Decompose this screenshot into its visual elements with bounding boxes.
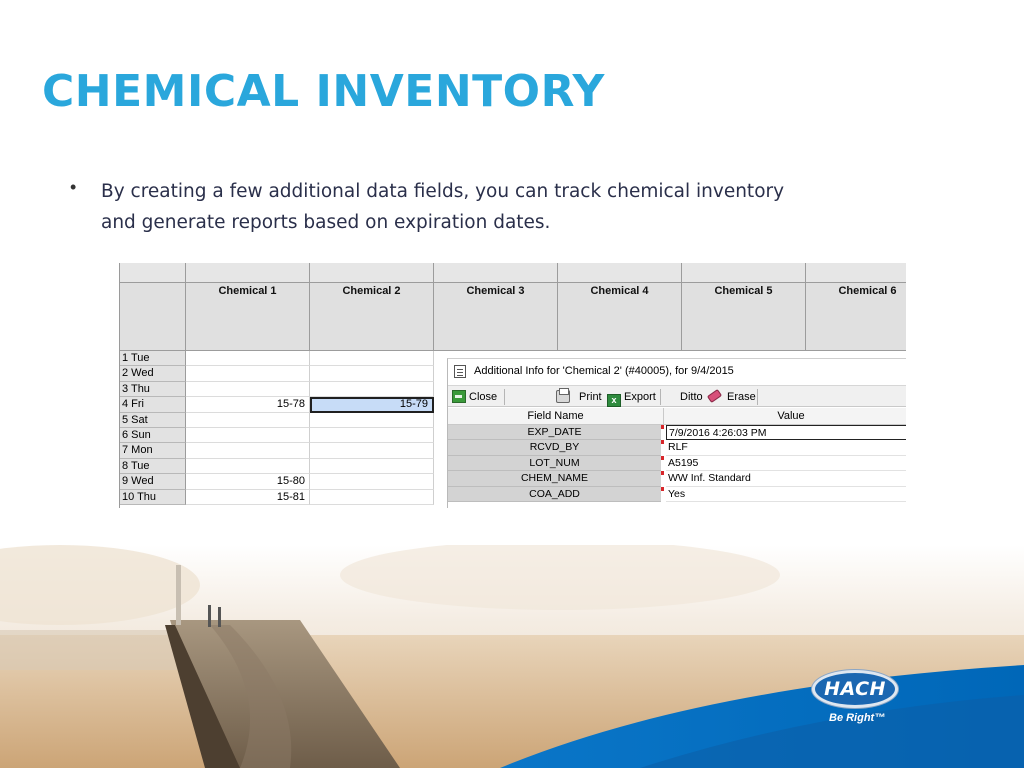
field-marker (661, 425, 664, 429)
grid-cell[interactable] (310, 443, 434, 458)
table-row (448, 440, 906, 455)
table-row (448, 425, 906, 440)
grid-cell[interactable] (186, 413, 310, 428)
field-table-header (448, 408, 906, 425)
row-label[interactable]: 4 Fri (120, 397, 186, 412)
toolbar-separator (757, 389, 758, 405)
field-marker (661, 471, 664, 475)
table-row (448, 487, 906, 502)
row-label[interactable]: 3 Thu (120, 382, 186, 397)
row-label[interactable]: 9 Wed (120, 474, 186, 489)
hach-logo (812, 670, 898, 708)
form-icon (454, 365, 466, 378)
field-value[interactable]: A5195 (666, 456, 906, 471)
top-cell (186, 263, 310, 283)
eraser-icon (707, 389, 722, 403)
bullet-list (70, 176, 790, 238)
top-cell (558, 263, 682, 283)
brand-tagline: Be Right™ (829, 712, 886, 724)
printer-icon (556, 390, 570, 403)
column-header[interactable]: Chemical 1 (186, 283, 310, 351)
grid-cell[interactable] (310, 413, 434, 428)
dialog-title-bar[interactable] (448, 359, 906, 385)
field-value[interactable]: Yes (666, 487, 906, 502)
grid-cell[interactable]: 15-81 (186, 490, 310, 505)
row-label[interactable]: 6 Sun (120, 428, 186, 443)
field-marker (661, 440, 664, 444)
logo-text: HACH (824, 678, 886, 700)
top-cell (682, 263, 806, 283)
corner-cell (120, 263, 186, 283)
top-cell (806, 263, 906, 283)
top-cell (310, 263, 434, 283)
grid-cell[interactable] (186, 428, 310, 443)
toolbar-separator (660, 389, 661, 405)
export-button[interactable] (607, 388, 656, 406)
column-header[interactable]: Chemical 6 (806, 283, 906, 351)
grid-cell[interactable] (186, 366, 310, 381)
close-button[interactable] (452, 388, 497, 406)
grid-cell[interactable] (310, 366, 434, 381)
column-header-row (120, 283, 906, 351)
grid-cell[interactable] (310, 351, 434, 366)
table-row (448, 471, 906, 486)
row-label[interactable]: 2 Wed (120, 366, 186, 381)
row-label[interactable]: 7 Mon (120, 443, 186, 458)
field-marker (661, 456, 664, 460)
grid-cell[interactable] (186, 382, 310, 397)
close-label: Close (469, 391, 498, 403)
grid-cell[interactable] (310, 490, 434, 505)
toolbar-separator (504, 389, 505, 405)
field-value[interactable]: RLF (666, 440, 906, 455)
field-name: CHEM_NAME (448, 471, 661, 486)
field-name: EXP_DATE (448, 425, 661, 440)
grid-cell[interactable] (186, 443, 310, 458)
column-header[interactable]: Chemical 5 (682, 283, 806, 351)
selected-grid-cell[interactable]: 15-79 (310, 397, 434, 412)
field-marker (661, 487, 664, 491)
column-header[interactable]: Chemical 3 (434, 283, 558, 351)
column-header[interactable]: Chemical 4 (558, 283, 682, 351)
dialog-title: Additional Info for 'Chemical 2' (#40005), for 9/4/2015 (474, 365, 734, 377)
print-label: Print (579, 391, 602, 403)
spreadsheet-screenshot (119, 263, 906, 508)
erase-button[interactable] (708, 388, 756, 406)
print-button[interactable] (556, 388, 602, 406)
value-header[interactable]: Value (777, 410, 805, 422)
row-label[interactable]: 5 Sat (120, 413, 186, 428)
boardwalk-background-image (0, 545, 1024, 768)
table-row (448, 456, 906, 471)
grid-cell[interactable] (310, 428, 434, 443)
grid-cell[interactable] (186, 459, 310, 474)
row-label[interactable]: 1 Tue (120, 351, 186, 366)
row-label[interactable]: 8 Tue (120, 459, 186, 474)
field-value-input[interactable]: 7/9/2016 4:26:03 PM (666, 425, 906, 440)
field-value[interactable]: WW Inf. Standard (666, 471, 906, 486)
bullet-dot: • (70, 177, 77, 197)
close-icon (452, 390, 466, 403)
slide-title: CHEMICAL INVENTORY (42, 66, 605, 117)
export-label: Export (624, 391, 656, 403)
bullet-text: By creating a few additional data fields, you can track chemical inventory and generate reports based on expiration dates. (101, 181, 785, 233)
field-name: RCVD_BY (448, 440, 661, 455)
grid-cell[interactable] (310, 459, 434, 474)
field-name: COA_ADD (448, 487, 661, 502)
excel-export-icon: x (607, 394, 621, 407)
row-label[interactable]: 10 Thu (120, 490, 186, 505)
ditto-button[interactable]: Ditto (680, 391, 703, 403)
grid-top-bar (120, 263, 906, 283)
grid-cell[interactable] (310, 474, 434, 489)
erase-label: Erase (727, 391, 756, 403)
grid-cell[interactable] (186, 351, 310, 366)
field-table (448, 408, 906, 502)
grid-cell[interactable]: 15-78 (186, 397, 310, 412)
grid-cell[interactable] (310, 382, 434, 397)
field-name-header[interactable]: Field Name (448, 408, 664, 425)
additional-info-dialog (447, 358, 906, 508)
top-cell (434, 263, 558, 283)
dialog-toolbar (448, 385, 906, 407)
grid-cell[interactable]: 15-80 (186, 474, 310, 489)
row-header-corner (120, 283, 186, 351)
column-header[interactable]: Chemical 2 (310, 283, 434, 351)
field-name: LOT_NUM (448, 456, 661, 471)
